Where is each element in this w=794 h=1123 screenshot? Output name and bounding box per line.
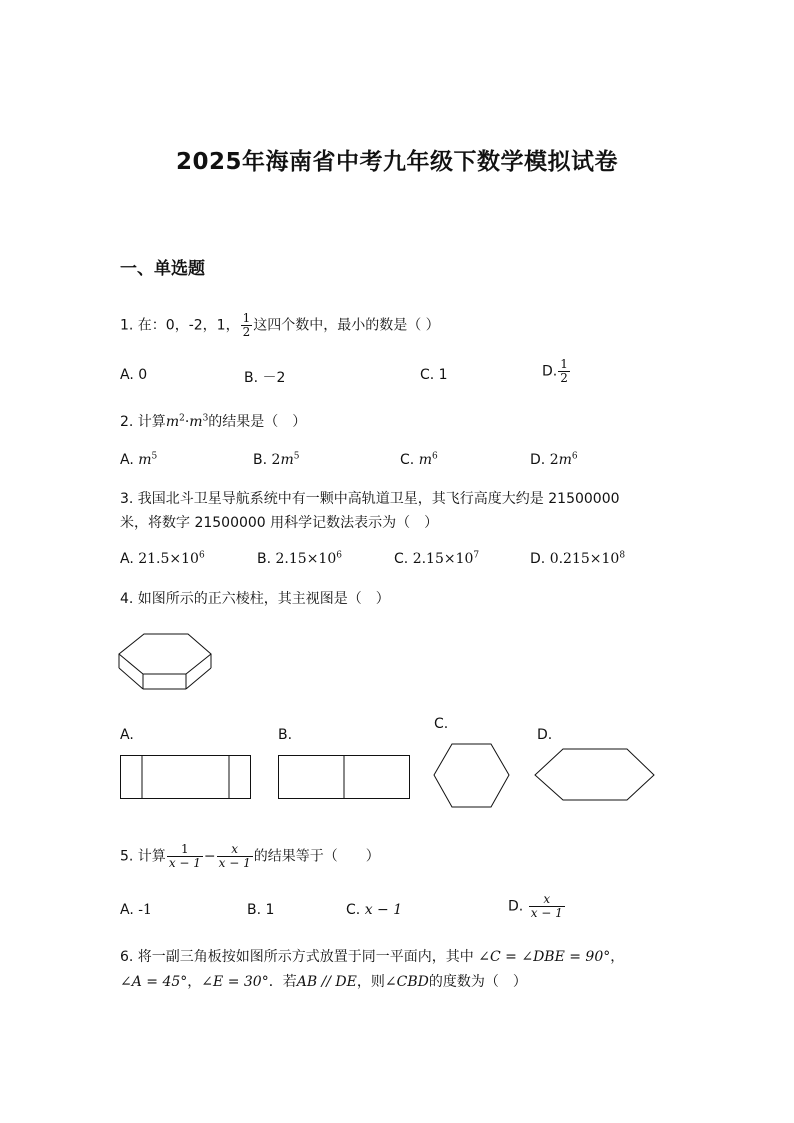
punctuation: ， <box>610 949 625 965</box>
math-exponent: 7 <box>473 550 480 561</box>
math-base: m <box>558 452 572 468</box>
q2-option-d[interactable] <box>530 452 578 468</box>
q5-option-d[interactable] <box>508 893 566 920</box>
math-exponent: 6 <box>571 451 578 462</box>
question-1-prefix: 1. 在：0，-2，1， <box>120 317 240 334</box>
q5-option-c[interactable] <box>346 902 402 918</box>
option-value: 21.5×10 <box>138 551 199 567</box>
math-base: m <box>280 452 294 468</box>
q3-option-a[interactable] <box>120 551 205 567</box>
math-exponent: 6 <box>198 550 205 561</box>
math-expression: ∠E = 30° <box>201 974 269 990</box>
fraction-denominator: x − 1 <box>218 856 251 870</box>
option-label: C. <box>346 902 361 918</box>
option-value: x − 1 <box>364 902 403 918</box>
q2-option-c[interactable] <box>400 452 438 468</box>
math-exponent: 5 <box>151 451 158 462</box>
fraction-2 <box>217 843 253 870</box>
option-fraction <box>558 358 570 385</box>
fraction-denominator: x − 1 <box>530 906 563 920</box>
q1-option-a[interactable]: A. 0 <box>120 367 148 383</box>
fraction-numerator: 1 <box>181 842 189 856</box>
q1-option-d[interactable] <box>542 358 571 385</box>
q4-option-b-label[interactable]: B. <box>278 727 293 743</box>
option-label: A. <box>120 551 134 567</box>
math-exponent: 3 <box>202 413 209 424</box>
option-value: 2.15×10 <box>275 551 337 567</box>
option-value: 0.215×10 <box>549 551 620 567</box>
question-1-suffix: 这四个数中，最小的数是（ ） <box>253 317 440 334</box>
question-6-line-1 <box>120 945 624 969</box>
punctuation: ， <box>187 974 202 990</box>
q4-option-b-figure[interactable] <box>277 754 412 800</box>
math-expression: AB // DE <box>296 974 357 990</box>
question-2 <box>120 410 306 434</box>
fraction-numerator: x <box>543 892 551 906</box>
question-2-suffix: 的结果是（ ） <box>208 414 307 430</box>
option-label: C. <box>400 452 415 468</box>
math-coefficient: 2 <box>549 452 559 468</box>
minus-sign: − <box>203 848 216 865</box>
q4-option-a-figure[interactable] <box>119 754 253 800</box>
q1-option-c[interactable]: C. 1 <box>420 367 448 383</box>
math-base: m <box>418 452 432 468</box>
q5-option-b[interactable]: B. 1 <box>247 902 275 918</box>
question-6-text: ，则 <box>356 974 385 990</box>
fraction-denominator: x − 1 <box>168 856 201 870</box>
option-value: 2.15×10 <box>412 551 474 567</box>
question-3-line-1: 3. 我国北斗卫星导航系统中有一颗中高轨道卫星，其飞行高度大约是 21500000 <box>120 491 620 507</box>
math-base: m <box>138 452 152 468</box>
q5-option-a[interactable] <box>120 902 152 918</box>
math-base: m <box>165 414 180 430</box>
q4-option-d-figure[interactable] <box>533 746 657 804</box>
q2-option-b[interactable] <box>253 452 299 468</box>
math-exponent: 6 <box>431 451 438 462</box>
math-exponent: 6 <box>336 550 342 561</box>
hexagonal-prism-figure <box>118 630 214 692</box>
option-label: D. <box>530 551 546 567</box>
option-label: D. <box>542 363 558 380</box>
math-expression: ∠C = ∠DBE = 90° <box>478 949 611 965</box>
question-2-prefix: 2. 计算 <box>120 414 166 430</box>
fraction-numerator: 1 <box>242 311 251 325</box>
option-label: D. <box>508 898 524 915</box>
option-label: B. <box>257 551 272 567</box>
q4-option-d-label[interactable]: D. <box>537 727 553 743</box>
option-label: B. <box>253 452 268 468</box>
fraction-numerator: x <box>231 842 239 856</box>
q3-option-c[interactable] <box>394 551 479 567</box>
option-label: A. <box>120 452 134 468</box>
math-exponent: 5 <box>293 451 300 462</box>
question-6-text: 6. 将一副三角板按如图所示方式放置于同一平面内，其中 <box>120 949 474 965</box>
fraction-denominator: 2 <box>560 371 568 385</box>
option-label: A. <box>120 902 134 918</box>
question-4: 4. 如图所示的正六棱柱，其主视图是（ ） <box>120 591 390 607</box>
math-base: m <box>189 414 203 430</box>
math-expression: ∠CBD <box>384 974 429 990</box>
math-expression: ∠A = 45° <box>120 974 188 990</box>
question-5-suffix: 的结果等于（ ） <box>253 848 380 865</box>
question-1-fraction <box>241 312 253 339</box>
fraction-numerator: 1 <box>560 357 568 371</box>
question-3-line-2: 米，将数字 21500000 用科学记数法表示为（ ） <box>120 515 439 531</box>
section-heading: 一、单选题 <box>120 259 205 279</box>
question-6-text: 的度数为（ ） <box>428 974 527 990</box>
q3-option-d[interactable] <box>530 551 625 567</box>
math-exponent: 2 <box>179 413 185 424</box>
question-5 <box>120 843 380 870</box>
fraction-1 <box>167 843 203 870</box>
q4-option-c-figure[interactable] <box>432 741 512 811</box>
option-value: -1 <box>138 902 152 918</box>
q1-option-b[interactable]: B. －2 <box>244 370 286 386</box>
math-exponent: 8 <box>619 550 626 561</box>
question-5-prefix: 5. 计算 <box>120 848 166 865</box>
option-label: C. <box>394 551 409 567</box>
q4-option-c-label[interactable]: C. <box>434 716 449 732</box>
q2-option-a[interactable] <box>120 452 157 468</box>
q4-option-a-label[interactable]: A. <box>120 727 134 743</box>
option-fraction <box>529 893 565 920</box>
q3-option-b[interactable] <box>257 551 342 567</box>
question-1 <box>120 312 440 339</box>
fraction-denominator: 2 <box>242 325 251 339</box>
math-coefficient: 2 <box>271 452 281 468</box>
math-dot: · <box>184 414 190 430</box>
question-6-line-2 <box>120 970 527 994</box>
exam-title: 2025年海南省中考九年级下数学模拟试卷 <box>175 149 618 175</box>
option-label: D. <box>530 452 546 468</box>
question-6-text: ．若 <box>268 974 297 990</box>
